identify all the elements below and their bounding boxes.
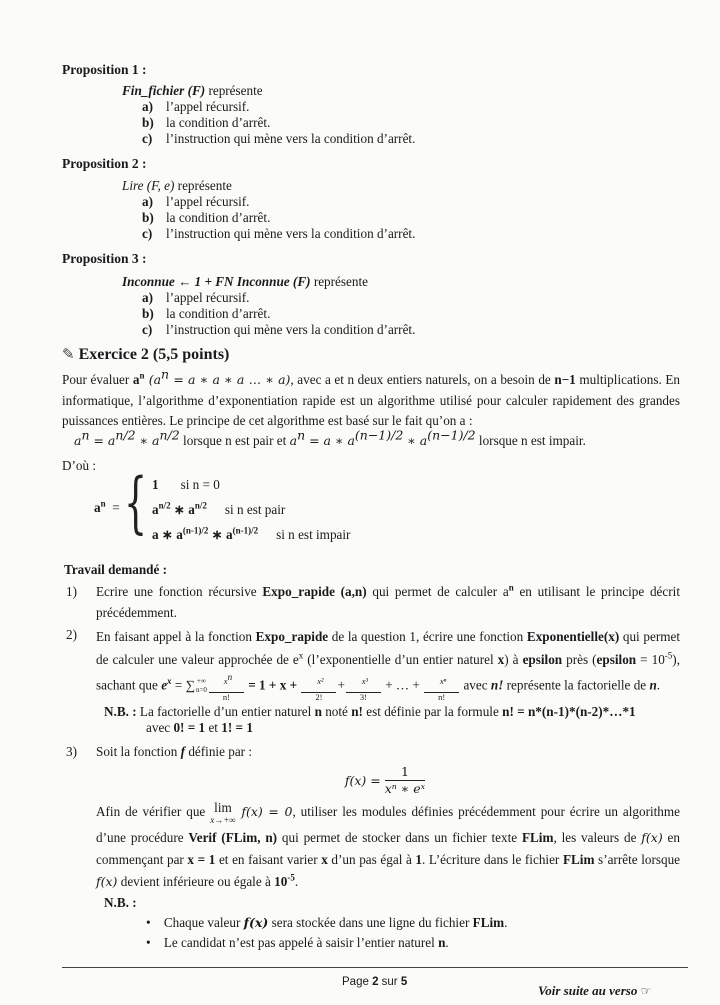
proposition-2-option-b	[142, 210, 270, 226]
option-label: b)	[142, 210, 154, 225]
question-2	[62, 625, 688, 702]
nb-factorial: N.B. : La factorielle d’un entier naturel n noté n! est définie par la formule n! = n*(n-1)*(n-2)*…*1	[104, 703, 636, 719]
proposition-3-option-c	[142, 322, 415, 338]
option-text: la condition d’arrêt.	[166, 210, 271, 225]
dou-label: D’où :	[62, 458, 97, 473]
option-text: la condition d’arrêt.	[166, 115, 271, 130]
option-label: b)	[142, 115, 154, 130]
formula-lhs: a	[289, 433, 298, 448]
piecewise-lhs: $a^n$ =	[94, 498, 120, 515]
question-3-body	[62, 801, 688, 893]
nb-factorial-line2: avec 0! = 1 et 1! = 1	[146, 719, 253, 735]
nb-bullet-1: • Chaque valeur f(x) sera stockée dans une ligne du fichier FLim.	[146, 915, 508, 930]
piecewise-case-3: a ∗ $a^{(n-1)/2}$ ∗ $a^{(n-1)/2}$ si n est impair	[152, 525, 351, 542]
intro-n-minus-1: n−1	[554, 372, 576, 387]
exercise-intro	[62, 366, 680, 432]
formula-rhs: = a ∗ a	[305, 433, 355, 448]
question-1	[62, 582, 688, 623]
intro-def: (a	[144, 372, 162, 387]
intro-n: n	[139, 370, 145, 381]
pencil-icon: ✎	[62, 347, 75, 363]
nb-bullet-2: • Le candidat n’est pas appelé à saisir l’entier naturel n.	[146, 935, 449, 950]
formula-rhs: = a	[89, 433, 116, 448]
proposition-expr: Inconnue ← 1 + FN Inconnue (F)	[122, 274, 311, 289]
option-text: l’appel récursif.	[166, 290, 250, 305]
formula-text: lorsque n est impair.	[475, 433, 586, 448]
question-3-text: Afin de vérifier que lim x→+∞ f(x) = 0, utiliser les modules définies précédemment pour écrire un algorithme d’une procédure Verif (FLim, n) qui permet de stocker dans un fichier texte FLim, les valeurs de f(x) en commençant par x = 1 et en faisant varier x d’un pas égal à 1. L’écriture dans le fichier FLim s’arrête lorsque f(x) devient inférieure ou égale à $10^{-5}$.	[96, 800, 681, 889]
proposition-3-option-a	[142, 290, 249, 306]
pointing-hand-icon: ☞	[640, 984, 652, 998]
question-2-number: 2)	[66, 627, 77, 642]
exercise-heading	[62, 345, 229, 364]
proposition-1-option-a	[142, 99, 249, 115]
proposition-2-statement	[122, 178, 232, 194]
formula-exp: n/2	[159, 427, 180, 443]
intro-text: multiplications. En informatique, l’algorithme d’exponentiation rapide est un algorithme utilisé pour calculer rapidement des grandes puissances entières. Le principe de cet algorithme est basé sur le fait qu’on a :	[62, 372, 680, 428]
proposition-2-title: Proposition 2 :	[62, 156, 147, 171]
option-text: l’appel récursif.	[166, 194, 250, 209]
travail-title: Travail demandé :	[64, 562, 168, 577]
option-label: a)	[142, 99, 153, 114]
proposition-3-statement	[122, 274, 368, 290]
footer	[62, 968, 688, 1004]
proposition-verb: représente	[174, 178, 232, 193]
fraction-formula: f(x) = $\frac{1}{\text{xⁿ ∗ eˣ}}$	[344, 764, 426, 796]
formula-exp: n/2	[115, 427, 136, 443]
proposition-verb: représente	[310, 274, 368, 289]
formula-exp: (n−1)/2	[354, 427, 404, 443]
proposition-2-option-c	[142, 226, 415, 242]
nb-label-q3: N.B. :	[104, 895, 137, 910]
question-3-number: 3)	[66, 743, 77, 759]
proposition-3-title: Proposition 3 :	[62, 251, 147, 266]
proposition-1-title: Proposition 1 :	[62, 62, 147, 77]
question-3	[62, 742, 688, 763]
question-2-text: En faisant appel à la fonction Expo_rapide de la question 1, écrire une fonction Exponentielle(x) qui permet de calculer une valeur approchée de $e^x$ (l’exponentielle d’un entier naturel x) à epsilon près (epsilon = $10^{-5}$), sachant que $e^x$ = ∑ +∞ n=0 $\frac{x^n}{n!}$ = 1 + x + $\frac{\text{x²}}{2!}$ + $\frac{\text{x³}}{3!}$ + … + $\frac{\text{xⁿ}}{n!}$ avec n! représente la factorielle de n.	[96, 629, 680, 702]
intro-text: Pour évaluer	[62, 372, 133, 387]
option-text: la condition d’arrêt.	[166, 306, 271, 321]
question-3-intro: Soit la fonction f définie par :	[96, 743, 253, 759]
intro-def-sup: n	[161, 366, 170, 382]
piecewise-case-2: $a^{n/2}$ ∗ $a^{n/2}$ si n est pair	[152, 500, 286, 517]
proposition-1-statement	[122, 83, 263, 99]
option-label: c)	[142, 226, 153, 241]
proposition-expr: Fin_fichier (F)	[122, 83, 206, 98]
option-label: c)	[142, 131, 153, 146]
formula-text: lorsque n est pair et	[179, 433, 290, 448]
bullet-icon: •	[146, 935, 151, 950]
formula-lhs: a	[74, 433, 82, 448]
piecewise-case-1: 1 si n = 0	[152, 477, 220, 492]
left-brace-icon: {	[124, 464, 148, 541]
option-text: l’appel récursif.	[166, 99, 250, 114]
proposition-verb: représente	[205, 83, 263, 98]
formula-line: $a^n = a^{n/2}$ ∗ $a^{n/2}$ lorsque n est pair et $a^n = a$ ∗ $a^{(n-1)/2}$ ∗ $a^{(n-1)/2}$ lorsque n est impair.	[74, 427, 586, 448]
intro-def-rest: = a ∗ a ∗ a … ∗ a)	[169, 372, 291, 387]
proposition-1-option-c	[142, 131, 415, 147]
formula-rhs: ∗ a	[403, 433, 428, 448]
proposition-expr: Lire (F, e)	[122, 178, 175, 193]
page-indicator: Page 2 sur 5	[342, 976, 408, 988]
option-label: a)	[142, 194, 153, 209]
see-verso-note: Voir suite au verso ☞	[538, 983, 652, 998]
proposition-1-option-b	[142, 115, 270, 131]
question-1-text: Ecrire une fonction récursive Expo_rapide (a,n) qui permet de calculer $a^n$ en utilisant le principe décrit précédemment.	[96, 582, 680, 620]
option-text: l’instruction qui mène vers la condition d’arrêt.	[166, 226, 416, 241]
option-label: b)	[142, 306, 154, 321]
travail-section	[62, 560, 688, 1004]
bullet-icon: •	[146, 915, 151, 930]
question-1-number: 1)	[66, 584, 77, 599]
proposition-2-option-a	[142, 194, 249, 210]
option-label: c)	[142, 322, 153, 337]
option-label: a)	[142, 290, 153, 305]
formula-exp: (n−1)/2	[427, 427, 476, 443]
proposition-3-option-b	[142, 306, 270, 322]
option-text: l’instruction qui mène vers la condition d’arrêt.	[166, 131, 416, 146]
exercise-title: Exercice 2 (5,5 points)	[78, 346, 230, 363]
formula-rhs: ∗ a	[135, 433, 160, 448]
intro-text: , avec a et n deux entiers naturels, on a besoin de	[290, 372, 555, 387]
option-text: l’instruction qui mène vers la condition d’arrêt.	[166, 322, 416, 337]
intro-a: a	[132, 372, 140, 387]
